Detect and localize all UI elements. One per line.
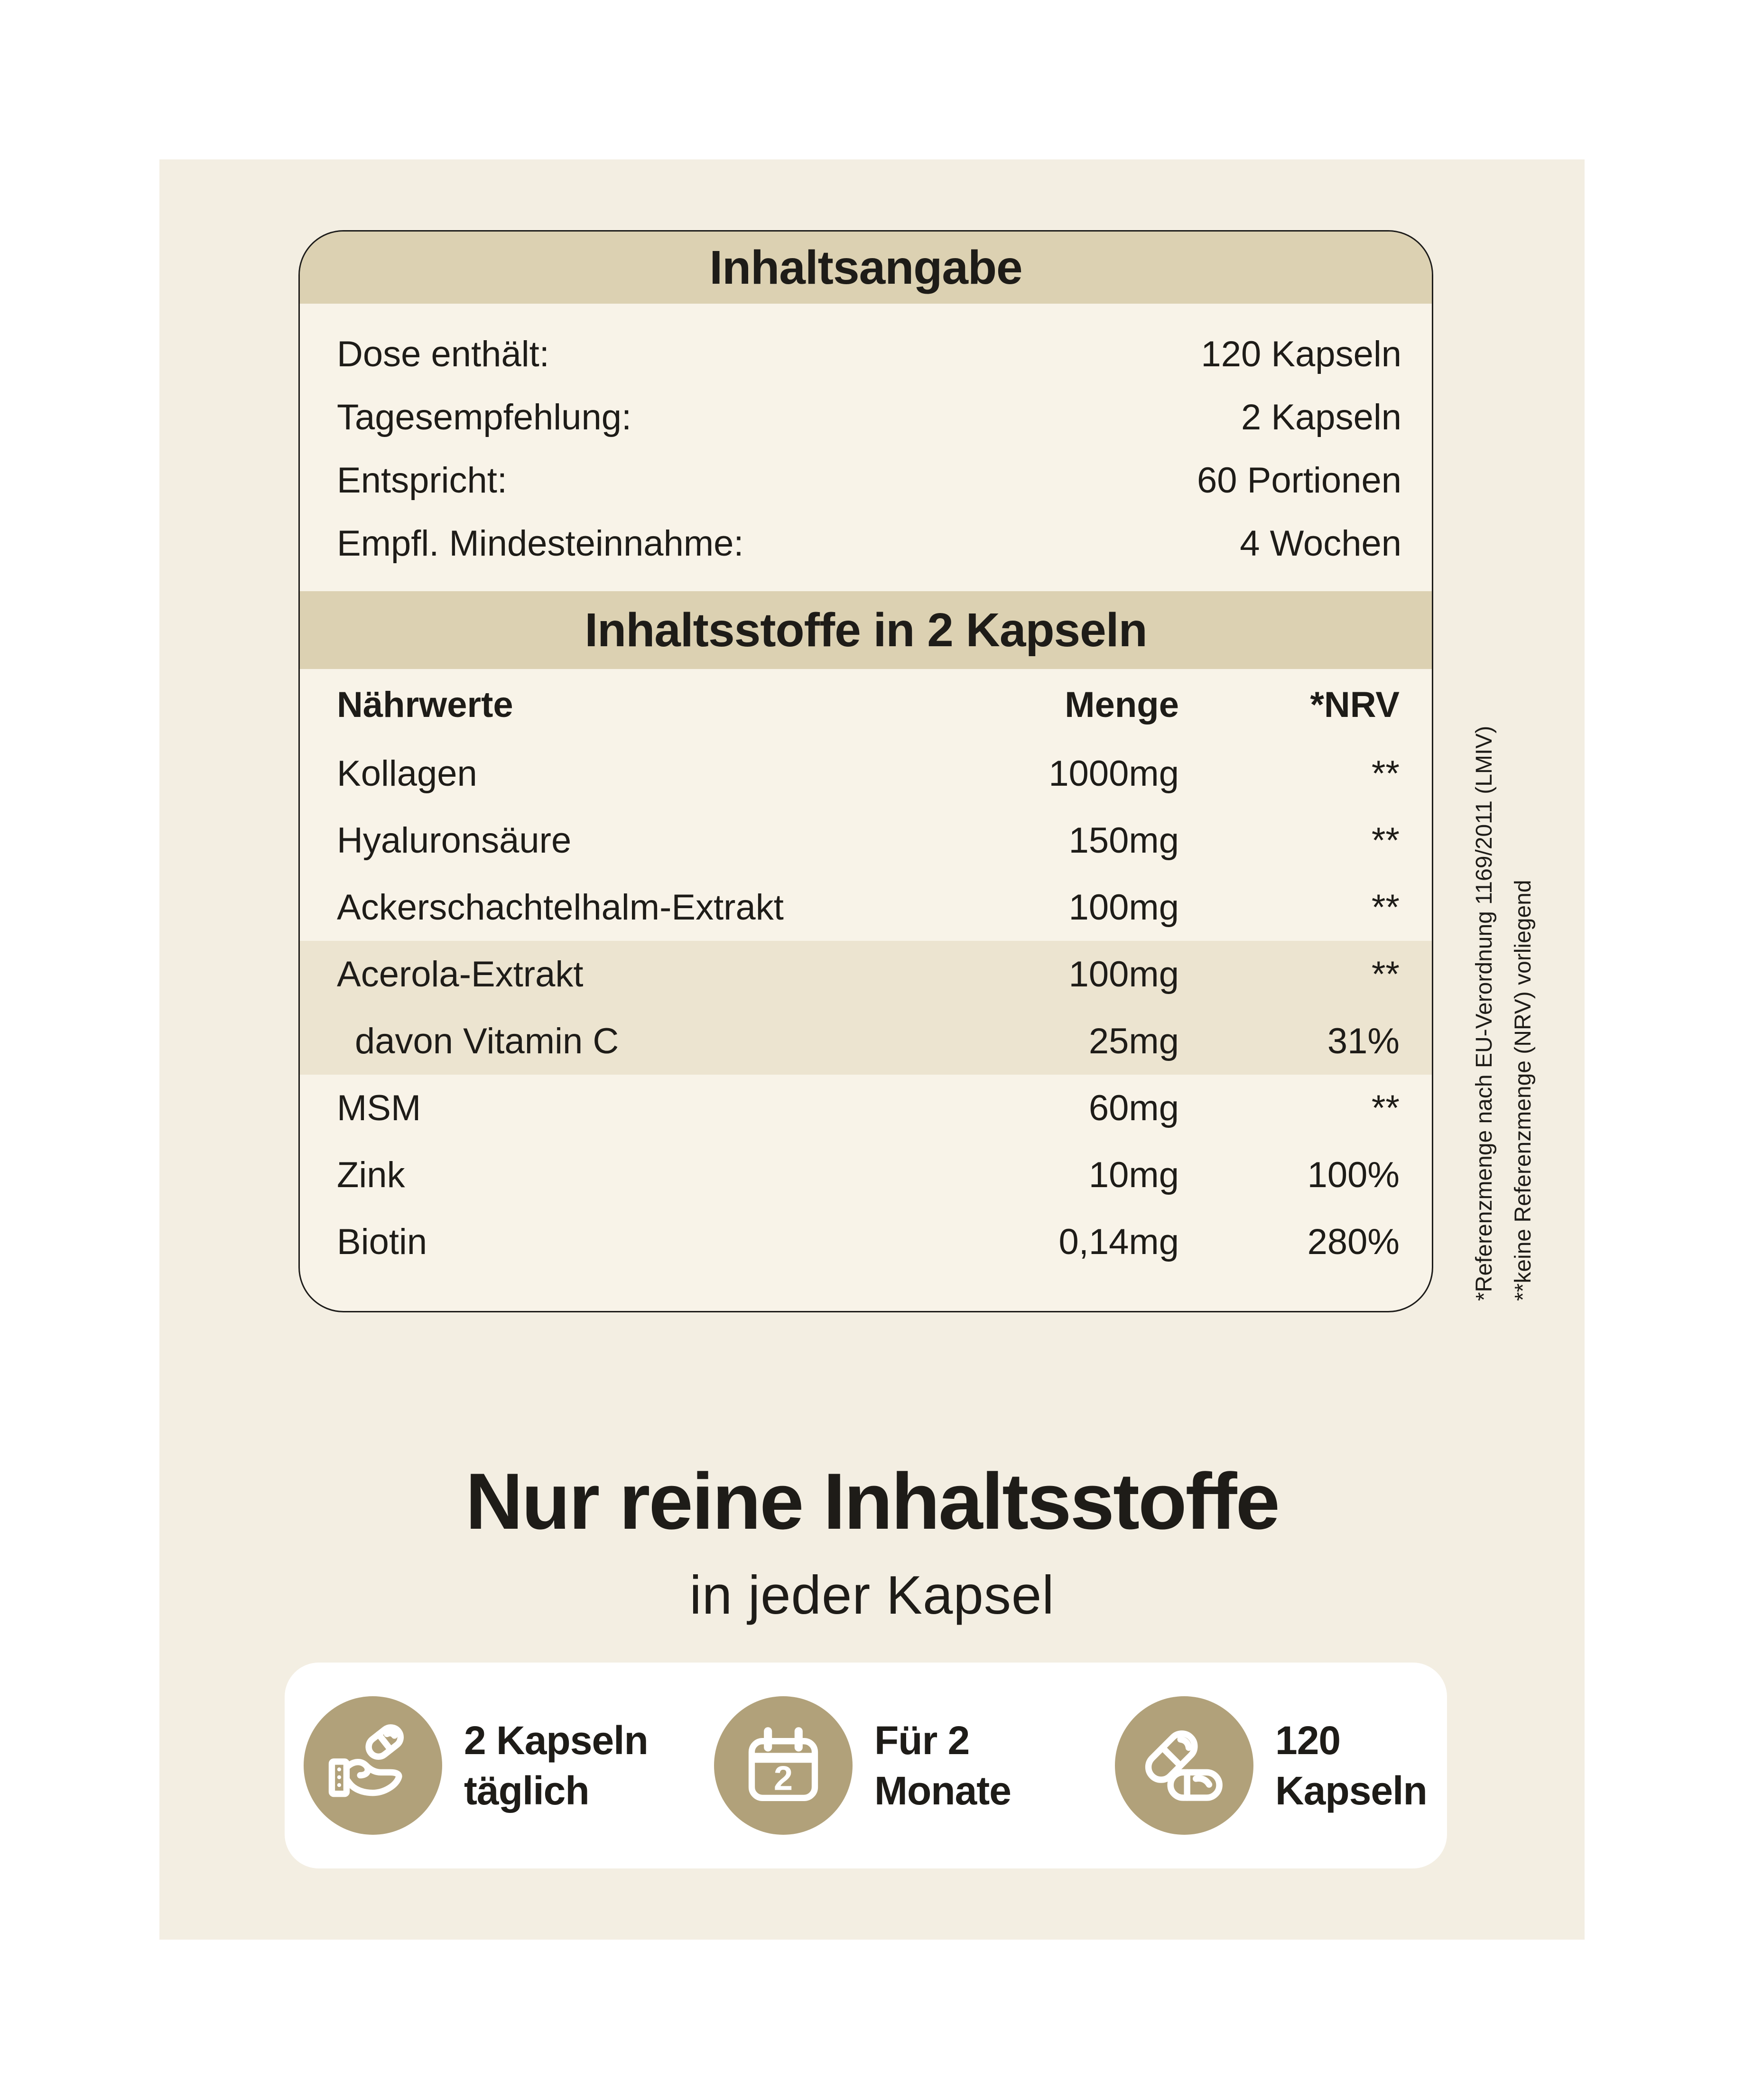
table-row [300, 1075, 1432, 1142]
nutrient-nrv: ** [1371, 887, 1400, 928]
col-header-nutrients: Nährwerte [337, 684, 513, 725]
benefit-label [874, 1715, 1011, 1816]
info-row [337, 449, 1401, 512]
benefit-label-line2: Monate [874, 1768, 1011, 1813]
benefit-icon-circle [304, 1696, 442, 1835]
info-row [337, 512, 1401, 575]
headline-subtitle: in jeder Kapsel [689, 1565, 1055, 1626]
nutrient-name: Acerola-Extrakt [337, 954, 584, 994]
nutrient-name: Ackerschachtelhalm-Extrakt [337, 887, 784, 928]
nutrient-name: MSM [337, 1088, 421, 1128]
card-title-band [300, 232, 1432, 304]
nutrient-nrv: 100% [1307, 1155, 1400, 1195]
table-row [300, 1142, 1432, 1208]
benefit-duration [714, 1696, 1011, 1835]
dose-info-section [300, 304, 1432, 591]
headline-title: Nur reine Inhaltsstoffe [465, 1456, 1279, 1546]
benefit-label-line2: täglich [464, 1768, 589, 1813]
ingredients-title-band [300, 591, 1432, 669]
nutrient-name: Zink [337, 1155, 405, 1195]
table-row-highlighted [300, 1008, 1432, 1075]
ingredients-title: Inhaltsstoffe in 2 Kapseln [584, 603, 1147, 657]
nutrition-table [300, 669, 1432, 1280]
benefit-label-line1: 2 Kapseln [464, 1718, 648, 1763]
nutrient-nrv: 31% [1327, 1021, 1400, 1061]
table-row-highlighted [300, 941, 1432, 1008]
nutrient-amount: 100mg [1068, 954, 1179, 994]
table-row [300, 874, 1432, 941]
info-value: 4 Wochen [1240, 523, 1401, 564]
info-label: Tagesempfehlung: [337, 397, 632, 437]
table-row [300, 740, 1432, 807]
nutrient-name: Biotin [337, 1222, 427, 1262]
nutrition-facts-card [298, 230, 1433, 1312]
nutrient-amount: 150mg [1068, 820, 1179, 861]
nutrient-amount: 10mg [1088, 1155, 1179, 1195]
info-label: Entspricht: [337, 460, 508, 501]
table-row [300, 807, 1432, 874]
info-row [337, 386, 1401, 449]
nutrient-nrv: 280% [1307, 1222, 1400, 1262]
info-label: Empfl. Mindesteinnahme: [337, 523, 744, 564]
info-label: Dose enthält: [337, 334, 549, 374]
nutrient-nrv: ** [1371, 820, 1400, 861]
info-value: 120 Kapseln [1201, 334, 1401, 374]
benefit-label-line2: Kapseln [1275, 1768, 1427, 1813]
col-header-amount: Menge [1065, 684, 1179, 725]
cream-background [159, 159, 1585, 1940]
benefit-label [464, 1715, 648, 1816]
nutrient-amount: 1000mg [1048, 753, 1179, 794]
benefit-capsule-count [1115, 1696, 1427, 1835]
nutrient-nrv: ** [1371, 1088, 1400, 1128]
benefit-icon-circle [1115, 1696, 1253, 1835]
calendar-icon [738, 1720, 828, 1811]
calendar-number: 2 [773, 1759, 793, 1798]
nutrient-name: davon Vitamin C [355, 1021, 619, 1061]
info-row [337, 323, 1401, 386]
nutrient-amount: 60mg [1088, 1088, 1179, 1128]
benefit-daily-dose [304, 1696, 648, 1835]
info-value: 2 Kapseln [1241, 397, 1401, 437]
nutrient-amount: 25mg [1088, 1021, 1179, 1061]
two-capsules-icon [1135, 1717, 1233, 1814]
footnote-no-nrv: **keine Referenzmenge (NRV) vorliegend [1511, 880, 1536, 1301]
footnote-reference: *Referenzmenge nach EU-Verordnung 1169/2011 (LMIV) [1472, 725, 1497, 1301]
nutrient-name: Kollagen [337, 753, 477, 794]
nutrient-nrv: ** [1371, 954, 1400, 994]
nutrient-amount: 0,14mg [1058, 1222, 1179, 1262]
col-header-nrv: *NRV [1310, 684, 1400, 725]
nutrient-nrv: ** [1371, 753, 1400, 794]
footnotes-rotated [1465, 608, 1546, 1301]
table-header-row [300, 669, 1432, 740]
benefit-label-line1: Für 2 [874, 1718, 970, 1763]
card-title: Inhaltsangabe [709, 241, 1022, 294]
hand-holding-capsule-icon [324, 1717, 422, 1814]
benefits-bar [285, 1663, 1447, 1868]
table-row [300, 1208, 1432, 1275]
benefit-icon-circle [714, 1696, 853, 1835]
nutrient-amount: 100mg [1068, 887, 1179, 928]
benefit-label-line1: 120 [1275, 1718, 1341, 1763]
nutrient-name: Hyaluronsäure [337, 820, 572, 861]
benefit-label [1275, 1715, 1427, 1816]
info-value: 60 Portionen [1197, 460, 1401, 501]
